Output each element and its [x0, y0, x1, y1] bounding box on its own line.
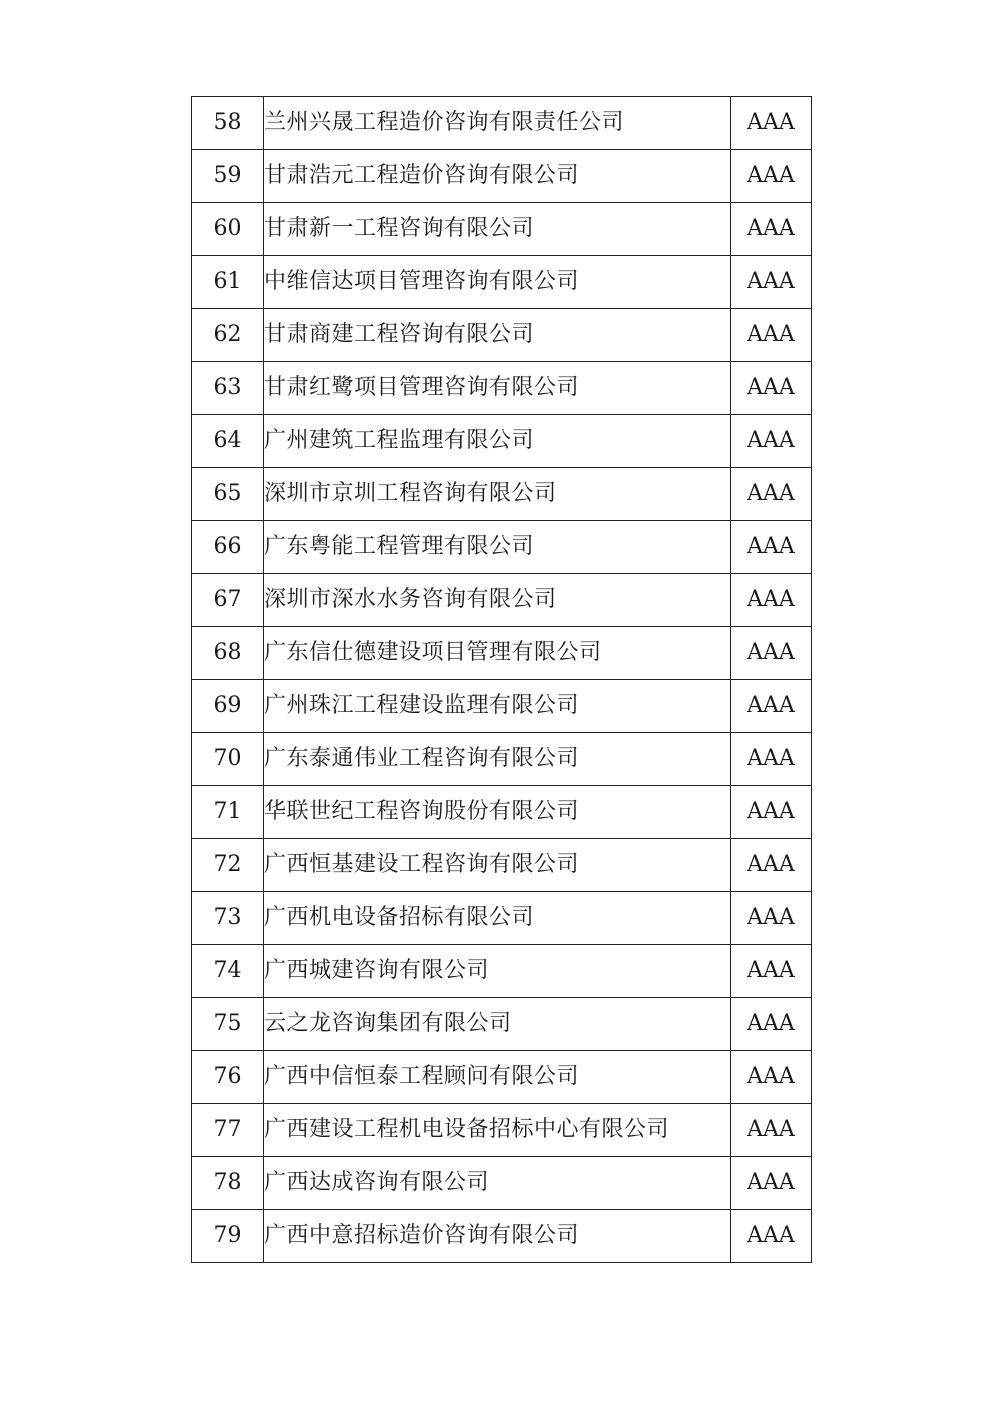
row-number: 71	[192, 786, 264, 839]
row-number: 67	[192, 574, 264, 627]
row-number: 62	[192, 309, 264, 362]
row-number: 77	[192, 1104, 264, 1157]
table-row	[192, 839, 812, 892]
row-number: 70	[192, 733, 264, 786]
company-name: 广西达成咨询有限公司	[264, 1157, 731, 1210]
table-row	[192, 786, 812, 839]
credit-grade: AAA	[731, 1210, 812, 1263]
row-number: 63	[192, 362, 264, 415]
credit-grade: AAA	[731, 733, 812, 786]
credit-grade: AAA	[731, 203, 812, 256]
credit-grade: AAA	[731, 1157, 812, 1210]
credit-grade: AAA	[731, 680, 812, 733]
credit-grade: AAA	[731, 627, 812, 680]
company-name: 广西机电设备招标有限公司	[264, 892, 731, 945]
credit-grade: AAA	[731, 839, 812, 892]
credit-grade: AAA	[731, 309, 812, 362]
company-name: 广西中意招标造价咨询有限公司	[264, 1210, 731, 1263]
row-number: 75	[192, 998, 264, 1051]
credit-grade: AAA	[731, 786, 812, 839]
table-row	[192, 574, 812, 627]
table-row	[192, 256, 812, 309]
company-name: 广西恒基建设工程咨询有限公司	[264, 839, 731, 892]
credit-grade: AAA	[731, 521, 812, 574]
company-rating-table	[191, 96, 812, 1263]
company-name: 广州建筑工程监理有限公司	[264, 415, 731, 468]
table-row	[192, 521, 812, 574]
company-name: 华联世纪工程咨询股份有限公司	[264, 786, 731, 839]
company-name: 广东粤能工程管理有限公司	[264, 521, 731, 574]
table-row	[192, 309, 812, 362]
row-number: 61	[192, 256, 264, 309]
table-row	[192, 415, 812, 468]
credit-grade: AAA	[731, 362, 812, 415]
company-name: 甘肃商建工程咨询有限公司	[264, 309, 731, 362]
row-number: 64	[192, 415, 264, 468]
row-number: 78	[192, 1157, 264, 1210]
company-name: 广西城建咨询有限公司	[264, 945, 731, 998]
table-row	[192, 1210, 812, 1263]
table-row	[192, 892, 812, 945]
row-number: 72	[192, 839, 264, 892]
table-row	[192, 1157, 812, 1210]
row-number: 68	[192, 627, 264, 680]
credit-grade: AAA	[731, 256, 812, 309]
table-row	[192, 150, 812, 203]
company-name: 广州珠江工程建设监理有限公司	[264, 680, 731, 733]
row-number: 65	[192, 468, 264, 521]
company-name: 广西建设工程机电设备招标中心有限公司	[264, 1104, 731, 1157]
table-row	[192, 627, 812, 680]
table-row	[192, 733, 812, 786]
company-name: 兰州兴晟工程造价咨询有限责任公司	[264, 97, 731, 150]
company-name: 甘肃新一工程咨询有限公司	[264, 203, 731, 256]
table-row	[192, 680, 812, 733]
table-row	[192, 203, 812, 256]
credit-grade: AAA	[731, 1051, 812, 1104]
row-number: 73	[192, 892, 264, 945]
table-row	[192, 1104, 812, 1157]
credit-grade: AAA	[731, 574, 812, 627]
row-number: 58	[192, 97, 264, 150]
table-row	[192, 362, 812, 415]
table-body	[192, 97, 812, 1263]
table-row	[192, 998, 812, 1051]
company-name: 广东信仕德建设项目管理有限公司	[264, 627, 731, 680]
table-row	[192, 945, 812, 998]
row-number: 66	[192, 521, 264, 574]
credit-grade: AAA	[731, 97, 812, 150]
credit-grade: AAA	[731, 468, 812, 521]
company-name: 广东泰通伟业工程咨询有限公司	[264, 733, 731, 786]
row-number: 74	[192, 945, 264, 998]
row-number: 76	[192, 1051, 264, 1104]
credit-grade: AAA	[731, 415, 812, 468]
table-row	[192, 468, 812, 521]
credit-grade: AAA	[731, 150, 812, 203]
row-number: 59	[192, 150, 264, 203]
credit-grade: AAA	[731, 998, 812, 1051]
row-number: 69	[192, 680, 264, 733]
credit-grade: AAA	[731, 892, 812, 945]
row-number: 60	[192, 203, 264, 256]
company-name: 云之龙咨询集团有限公司	[264, 998, 731, 1051]
table-row	[192, 97, 812, 150]
row-number: 79	[192, 1210, 264, 1263]
credit-grade: AAA	[731, 1104, 812, 1157]
company-name: 深圳市深水水务咨询有限公司	[264, 574, 731, 627]
company-name: 甘肃浩元工程造价咨询有限公司	[264, 150, 731, 203]
company-name: 广西中信恒泰工程顾问有限公司	[264, 1051, 731, 1104]
company-name: 甘肃红鹭项目管理咨询有限公司	[264, 362, 731, 415]
table-row	[192, 1051, 812, 1104]
company-name: 中维信达项目管理咨询有限公司	[264, 256, 731, 309]
company-name: 深圳市京圳工程咨询有限公司	[264, 468, 731, 521]
credit-grade: AAA	[731, 945, 812, 998]
